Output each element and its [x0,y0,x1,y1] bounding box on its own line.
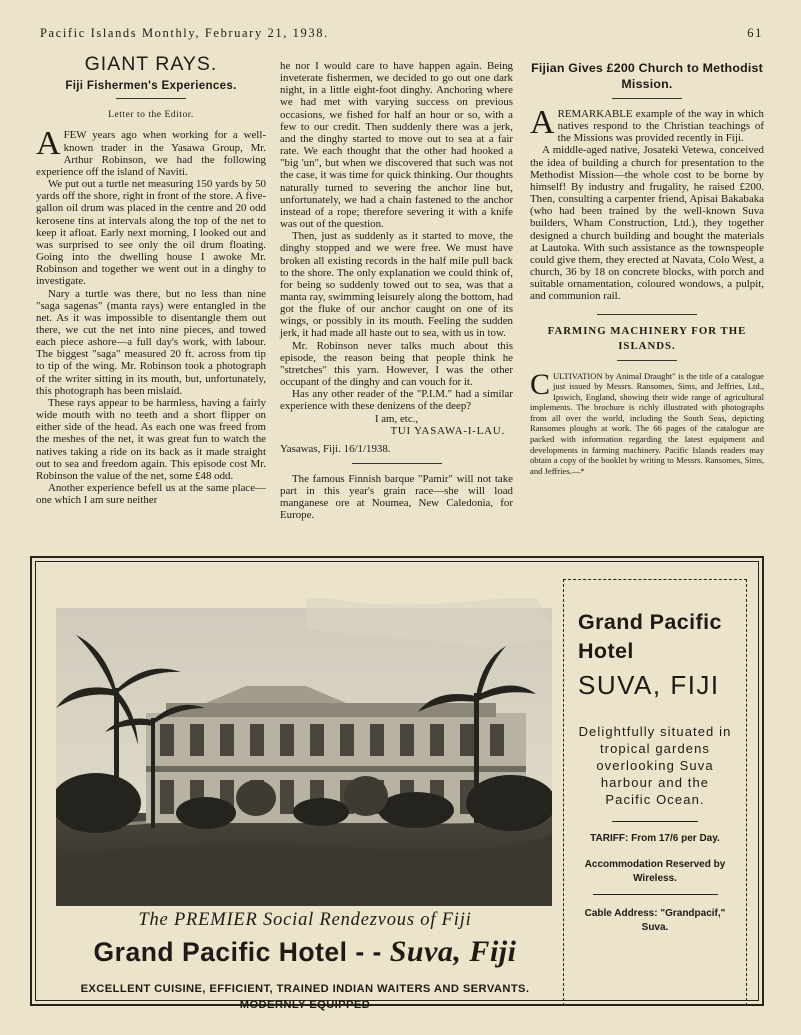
column-giant-rays [36,53,266,507]
divider [352,463,442,464]
article-paragraph: Mr. Robinson never talks much about this episode, the reason being that people think he "stretches" this yarn. However, I was the other occupant of the dinghy and can vouch for it. [280,339,513,389]
article-paragraph: These rays appear to be harmless, having a fairly wide mouth with no teeth and a short flipper on either side of the head. As each one was freed from the meshes of the net, it was great fun to watch the natives taking a ride on its back as it made straight out to sea and freedom again. This episode cost Mr. Robinson the value of the net, some £48 odd. [36,396,266,482]
giant-rays-title: GIANT RAYS. [84,53,218,75]
letter-closing: I am, etc., [374,412,419,425]
divider [617,360,677,361]
article-paragraph: AFEW years ago when working for a well-known trader in the Yasawa Group, Mr. Arthur Robinson, we had the following experience off the island of Naviti. [36,125,266,178]
ad-slogan [50,910,560,1013]
accommodation-text: Accommodation Reserved by Wireless. [584,859,726,884]
hotel-photograph [56,598,552,906]
page-number: 61 [747,26,763,40]
tariff-text: TARIFF: From 17/6 per Day. [590,833,720,844]
article-paragraph: Then, just as suddenly as it started to move, the dinghy stopped and we were free. We must have broken all existing records in the half mile pull back to the shore. The only explanation we could think of, for being so suddenly towed out to sea, was that a manta ray, swimming leisurely along the bottom, had got the fluke of our anchor caught on one of its wings, or possibly in its mouth. Feeling the sudden jerk, it had made all haste out to sea, with us in tow. [280,230,513,340]
divider [593,894,718,895]
banner-city: Suva, Fiji [389,935,517,968]
drop-cap: C [530,367,551,401]
hotel-banner [50,935,560,969]
giant-rays-subtitle: Fiji Fishermen's Experiences. [65,79,237,93]
footer-services: EXCELLENT CUISINE, EFFICIENT, TRAINED INDIAN WAITERS AND SERVANTS. [80,983,530,995]
drop-cap: A [36,125,61,163]
drop-cap: A [530,104,555,141]
fijian-church-title: Fijian Gives £200 Church to Methodist Mission. [531,61,763,91]
ad-side-panel [563,579,747,1006]
divider [116,98,186,99]
cable-address: Cable Address: "Grandpacif," Suva. [584,908,726,933]
column-news [530,60,764,476]
divider [612,98,682,99]
farming-title: FARMING MACHINERY FOR THE ISLANDS. [547,324,747,352]
column-giant-rays-cont [280,60,513,522]
article-paragraph: Another experience befell us at the same place—one which I am sure neither [36,482,266,507]
letter-label: Letter to the Editor. [108,109,194,121]
side-city: SUVA, FIJI [578,670,720,700]
pamir-note: The famous Finnish barque "Pamir" will not take part in this year's grain race—she will load manganese ore at Noumea, New Caledonia, for Europe. [280,473,513,522]
side-description: Delightfully situated in tropical gardens overlooking Suva harbour and the Pacific Ocean. [578,724,732,807]
running-head [40,26,763,41]
divider [612,821,698,822]
masthead: Pacific Islands Monthly, February 21, 1938. [40,26,329,40]
article-paragraph: Has any other reader of the "P.I.M." had a similar experience with these denizens of the deep? [280,388,513,413]
article-paragraph: CULTIVATION by Animal Draught" is the title of a catalogue just issued by Messrs. Ransomes, Sims, and Jeffries, Ltd., Ipswich, England, showing their wide range of agricultural implements. The brochure is richly illustrated with photographs from all over the world, including the South Seas, depicting Ransomes ploughs at work. The 66 pages of the catalogue are packed with information regarding the latest equipment and developments in farming machinery. Pacific Islands readers may obtain a copy of the booklet by writing to Messrs. Ransomes, Sims, and Jeffries.—* [530,367,764,476]
article-paragraph: Nary a turtle was there, but no less than nine "saga sagenas" (manta rays) were entangled in the net. As it was impossible to disentangle them out there, we cut the net into nine pieces, and towed each piece ashore—a full day's work, with labour. The biggest "saga" measured 20 ft. across from tip to tip of the wing. Mr. Robinson took a photograph of the writer sitting in its mouth, but, unfortunately, this photograph has been mislaid. [36,287,266,397]
article-paragraph: We put out a turtle net measuring 150 yards by 50 yards off the shore, right in front of the store. A five-gallon oil drum was placed in the centre and 20 odd kerosene tins at intervals along the top of the net to keep it afloat. Early next morning, I looked out and was surprised to see only the oil drum floating. Going into the dwelling house I awoke Mr. Robinson and together we went out in a dinghy to investigate. [36,178,266,288]
letter-dateline: Yasawas, Fiji. 16/1/1938. [280,442,391,455]
hotel-advertisement [30,556,764,1011]
ad-footer [50,981,560,1013]
premier-tagline: The PREMIER Social Rendezvous of Fiji [138,910,472,930]
letter-signature: TUI YASAWA-I-LAU. [390,424,505,437]
divider [597,314,697,315]
footer-equipped: MODERNLY EQUIPPED [239,999,371,1011]
article-paragraph: A middle-aged native, Josateki Vetewa, conceived the idea of building a church for presentation to the Methodist Mission—the whole cost to be borne by himself! By industry and frugality, he raised £200. Then, consulting a carpenter friend, Apisai Bakabaka (who had been trained by the well-known Suva builders, Wham Construction, Ltd.), they together designed a church building and bought the materials at Lautoka. With such assistance as the townspeople could give them, they erected at Navata, Colo West, a church, 36 by 18 on concrete blocks, with porch and suitable ornamentation, coloured wondows, a pulpit, and communion rail. [530,144,764,303]
side-hotel-name: Grand Pacific Hotel [578,610,722,663]
article-paragraph: AREMARKABLE example of the way in which natives respond to the Christian teachings of the Missions was provided recently in Fiji. [530,104,764,145]
banner-hotel-name: Grand Pacific Hotel - - [93,937,382,967]
article-paragraph: he nor I would care to have happen again. Being inveterate fishermen, we decided to go out one dark night, in a little eight-foot dinghy. Anchoring where we had met with varying success on previous occasions, we fished for half an hour or so, with a few to our credit. Then suddenly there was a jerk, and the dinghy started to move out to sea at a fair rate. We each thought that the other had hooked a "big 'un", but when we discovered that such was not the case, it was time for quick thinking. Our thoughts naturally turned to severing the anchor line but, unfortunately, we had a chain fastened to the anchor instead of a rope; therefore severing it with a knife was out of the question. [280,60,513,231]
